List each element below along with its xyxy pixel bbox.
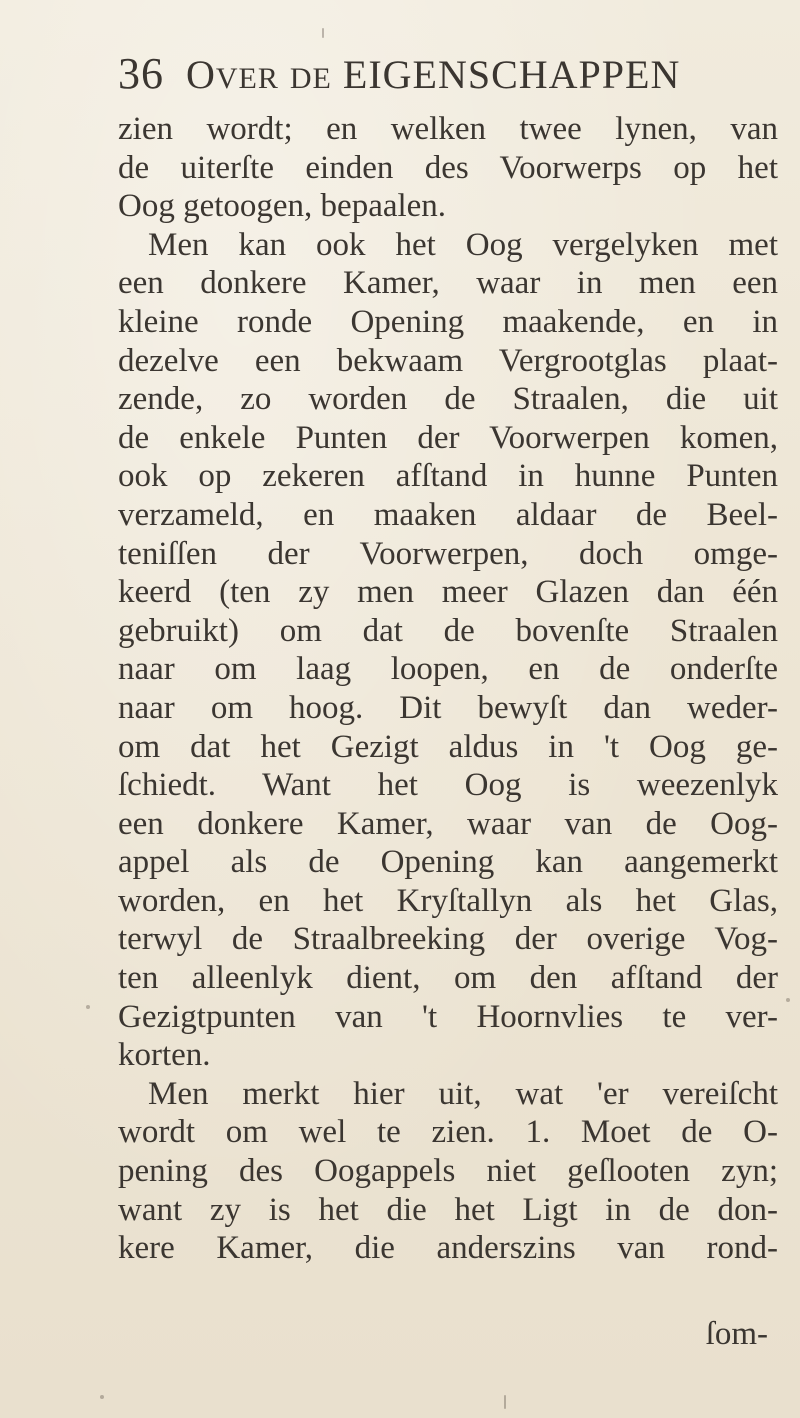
text-line: pening des Oogappels niet geſlooten zyn; [118, 1153, 778, 1190]
page-number: 36 [118, 49, 164, 98]
running-head-initial: O [186, 52, 216, 97]
text-line: verzameld, en maaken aldaar de Beel- [118, 496, 778, 533]
text-line: naar om hoog. Dit bewyſt dan weder- [118, 689, 778, 726]
text-line: want zy is het die het Ligt in de don- [118, 1191, 778, 1228]
text-line: de enkele Punten der Voorwerpen komen, [118, 419, 778, 456]
running-head-space [279, 52, 290, 97]
running-head-smallcaps-1: VER [215, 62, 279, 95]
running-head [186, 51, 680, 98]
text-line: de uiterſte einden des Voorwerps op het [118, 149, 778, 186]
text-line: Men kan ook het Oog vergelyken met [148, 226, 778, 263]
paper-speck [322, 28, 324, 38]
paper-speck [786, 998, 790, 1002]
text-line: dezelve een bekwaam Vergrootglas plaat- [118, 342, 778, 379]
text-line: een donkere Kamer, waar van de Oog- [118, 805, 778, 842]
text-line: teniſſen der Voorwerpen, doch omge- [118, 535, 778, 572]
text-line: korten. [118, 1037, 211, 1074]
text-line: kere Kamer, die anderszins van rond- [118, 1230, 778, 1267]
text-line: worden, en het Kryſtallyn als het Glas, [118, 882, 778, 919]
text-line: Men merkt hier uit, wat 'er vereiſcht [148, 1075, 778, 1112]
running-head-title: EIGENSCHAPPEN [331, 52, 681, 97]
text-line: Oog getoogen, bepaalen. [118, 188, 447, 225]
paper-speck [86, 1005, 90, 1009]
text-line: zende, zo worden de Straalen, die uit [118, 381, 778, 418]
text-line: zien wordt; en welken twee lynen, van [118, 111, 778, 147]
text-line: een donkere Kamer, waar in men een [118, 265, 778, 302]
text-line: naar om laag loopen, en de onderſte [118, 651, 778, 688]
text-line: gebruikt) om dat de bovenſte Straalen [118, 612, 778, 649]
text-line: terwyl de Straalbreeking der overige Vog- [118, 921, 778, 958]
text-line: ook op zekeren afſtand in hunne Punten [118, 458, 778, 495]
text-line: kleine ronde Opening maakende, en in [118, 303, 778, 340]
body-text [118, 110, 778, 1268]
text-line: keerd (ten zy men meer Glazen dan één [118, 574, 778, 611]
text-line: ten alleenlyk dient, om den afſtand der [118, 960, 778, 997]
running-head-smallcaps-2: DE [289, 62, 332, 95]
catchword: ſom- [705, 1316, 768, 1352]
text-line: om dat het Gezigt aldus in 't Oog ge- [118, 728, 778, 765]
text-line: appel als de Opening kan aangemerkt [118, 844, 778, 881]
text-line: Gezigtpunten van 't Hoornvlies te ver- [118, 998, 778, 1035]
text-line: ſchiedt. Want het Oog is weezenlyk [118, 767, 778, 804]
paper-speck [100, 1395, 104, 1399]
page-header [118, 48, 778, 108]
text-line: wordt om wel te zien. 1. Moet de O- [118, 1114, 778, 1151]
paper-speck [504, 1395, 506, 1409]
